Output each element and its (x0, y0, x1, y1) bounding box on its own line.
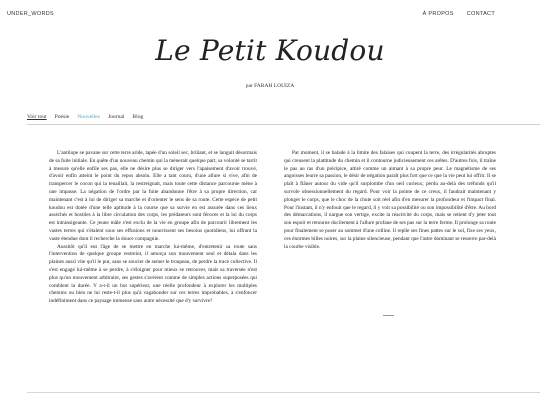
top-links (423, 11, 495, 17)
top-bar (0, 10, 540, 20)
article-column-left (49, 150, 257, 306)
category-nav (27, 114, 143, 120)
top-divider (27, 124, 540, 125)
about-link[interactable]: À PROPOS (422, 11, 454, 17)
article-column-right (284, 150, 496, 251)
page-title: Le Petit Koudou (155, 34, 385, 67)
contact-link[interactable]: CONTACT (466, 11, 495, 17)
paragraph: Par moment, il se balade à la limite des falaises qui coupent la terre, des irrégularités abruptes qui creusent la plattitude du chemin et il contourne judicieusement ces arêtes. D'autres fois, il traîne le pas au ras d'un précipice, attiré comme un aimant à sa propre peur. Le magnétisme de ses angoisses leurre sa passion, le désir de négation paraît plus fort que ce que la vie peut lui offrir. Il se plaît à flâner autour du vide qu'il surplombe d'un oeil curieux; perdu au-delà des tréfonds qu'il survole obsessionnellement du regard. Pour voir la pointe de ce creux, il faudrait maintenant y plonger le corps, que le choc de la chute soit réel afin d'en mesurer la profondeur et l'impact final. Pour l'instant, il n'y enfouit que le regard, il y voit sa possibilité ou son impossibilité d'être. Au bord des démarcations, il nargue son vertige, excite la réactivité du corps, mais se retient d'y jeter tout son espoir et retourne docilement à l'allure profane de ses pas sur la terre ferme. Il prolonge sa route pour finalement se poser au sommet d'une colline. Il replie ses fines pattes sur le sol, fixe ses yeux, ces énormes billes noires, sur la plaine silencieuse, pendant que l'astre dominant se resserre par-delà la courbe visible. (284, 150, 496, 250)
paragraph: Aussitôt qu'il eut l'âge de se mettre en marche lui-même, d'entretenir sa route sans l'intervention de quelque groupe restreint, il amorça son mouvement seul et détala dans les plaines aussi vite qu'il le put, sans se soucier de semer le troupeau, de perdre la trace collective. Il s'est engagé lui-même à se perdre, à s'éloigner pour mieux se retrouver, mais sa traversée n'est plus qu'un mouvement arbitraire, ses gestes s'avèrent comme de simples actions superposées qui comblent la durée. Y a-t-il un but supérieur, une réelle profondeur à explorer les multiples chemins ou bien ne lui reste-t-il plus qu'à vagabonder sur ces terres improbables, à s'enfoncer indéfiniment dans ce paysage immense sans autre nécessité que d'y survivre? (49, 243, 257, 305)
site-name[interactable]: UNDER_WORDS (7, 11, 54, 17)
bottom-divider (27, 392, 540, 393)
nav-item-voir-tout[interactable]: Voir tout (27, 114, 47, 120)
nav-item-nouvelles[interactable]: Nouvelles (77, 114, 100, 120)
paragraph: L'antilope se pavane sur cette terre aride, tapée d'un soleil sec, brûlant, et se languit désormais de sa fuite initiale. En quête d'un nouveau chemin qui la mènerait quelque part, sa volonté se tarrit à mesure qu'elle enfile ses pas, elle ne désire plus se diriger vers l'apaisement d'avoir trouvé, d'avoir enfin atteint le point du repos absolu. Elle a tant couru, d'une allure si vive, afin de transpercer le cocon qui la tenaillait, la restreignait, mais toute cette distance parcourue mène à une impasse. La négation de l'ordre par la fuite abandonne l'être à sa propre direction, car maintenant c'est à lui de diriger sa marche et d'orienter le sens de sa route. Cette espèce de petit koudou est dotée d'une telle aptitude à la course que sa survie en est assurée dans ces lieux asséchés et hostiles à la libre circulation des corps, les prédateurs sont féroces et la loi du corps est intransigeante. Ce jeune mâle s'est exclu de la vie en groupe afin de parcourir librement les vastes terres qui s'étalent sous ses effusions et nourrissent ses besoins quotidiens, lui offrant la vaste étendue dont il recherche la douce compagnie. (49, 150, 257, 242)
author-byline: par FARAH LOUIZA (245, 83, 295, 89)
nav-item-journal[interactable]: Journal (107, 114, 125, 120)
end-of-text-dash (383, 315, 394, 316)
nav-item-blog[interactable]: Blog (132, 114, 144, 120)
nav-item-poesie[interactable]: Poésie (54, 114, 70, 120)
